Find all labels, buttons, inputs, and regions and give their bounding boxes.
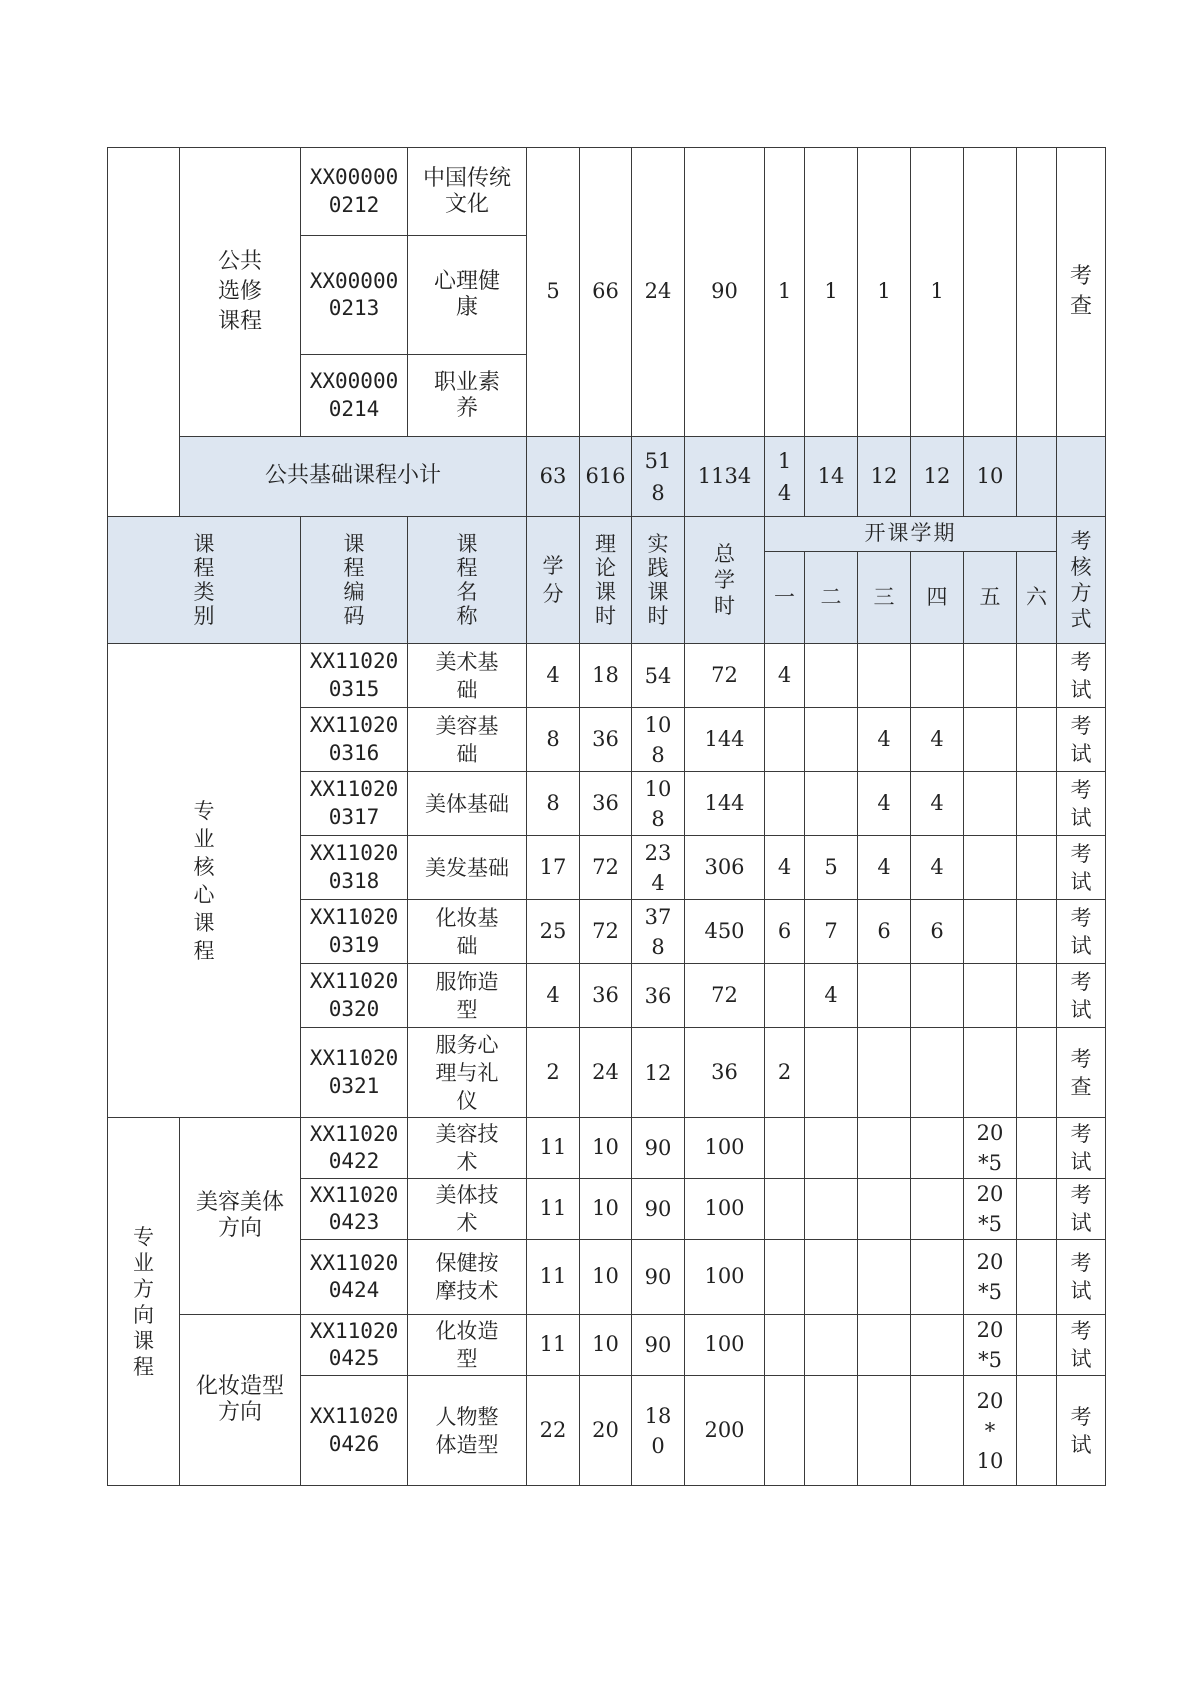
course-name: 美体技 术 xyxy=(408,1179,527,1240)
public-elective-exam: 考 查 xyxy=(1057,148,1106,437)
course-practice: 37 8 xyxy=(632,900,685,964)
public-subtotal-practice: 51 8 xyxy=(632,437,685,517)
course-practice: 90 xyxy=(632,1118,685,1179)
public-elective-s2: 1 xyxy=(805,148,858,437)
course-semester-2 xyxy=(805,644,858,708)
course-semester-1 xyxy=(765,708,805,772)
blank-category-cell xyxy=(108,148,180,517)
course-credit: 4 xyxy=(527,644,580,708)
course-semester-3 xyxy=(858,1376,911,1486)
course-semester-3 xyxy=(858,644,911,708)
table-row xyxy=(108,1118,1106,1179)
course-practice: 54 xyxy=(632,644,685,708)
course-semester-3: 4 xyxy=(858,772,911,836)
course-semester-3 xyxy=(858,1240,911,1315)
course-exam: 考 试 xyxy=(1057,1376,1106,1486)
course-theory: 36 xyxy=(580,772,632,836)
course-semester-2 xyxy=(805,1028,858,1118)
course-semester-3 xyxy=(858,1028,911,1118)
course-semester-5: 20 *5 xyxy=(964,1118,1017,1179)
course-credit: 2 xyxy=(527,1028,580,1118)
course-practice: 90 xyxy=(632,1240,685,1315)
public-elective-total: 90 xyxy=(685,148,765,437)
course-credit: 8 xyxy=(527,772,580,836)
course-name: 化妆基 础 xyxy=(408,900,527,964)
course-semester-1 xyxy=(765,1376,805,1486)
course-semester-4 xyxy=(911,644,964,708)
course-semester-5 xyxy=(964,772,1017,836)
public-elective-credit: 5 xyxy=(527,148,580,437)
course-exam: 考 试 xyxy=(1057,1118,1106,1179)
course-semester-2: 4 xyxy=(805,964,858,1028)
course-semester-1 xyxy=(765,1179,805,1240)
course-exam: 考 试 xyxy=(1057,772,1106,836)
course-credit: 11 xyxy=(527,1315,580,1376)
public-subtotal-s3: 12 xyxy=(858,437,911,517)
course-exam: 考 试 xyxy=(1057,1179,1106,1240)
course-semester-2 xyxy=(805,708,858,772)
header-semester-2: 二 xyxy=(805,552,858,644)
course-semester-1: 6 xyxy=(765,900,805,964)
course-semester-6 xyxy=(1017,1376,1057,1486)
course-theory: 20 xyxy=(580,1376,632,1486)
public-subtotal-credit: 63 xyxy=(527,437,580,517)
course-semester-6 xyxy=(1017,836,1057,900)
course-theory: 10 xyxy=(580,1240,632,1315)
header-theory: 理 论 课 时 xyxy=(580,517,632,644)
course-semester-4 xyxy=(911,1240,964,1315)
course-semester-6 xyxy=(1017,644,1057,708)
public-elective-practice: 24 xyxy=(632,148,685,437)
course-semester-6 xyxy=(1017,708,1057,772)
course-code: XX11020 0425 xyxy=(301,1315,408,1376)
course-semester-5 xyxy=(964,964,1017,1028)
public-elective-category: 公共 选修 课程 xyxy=(180,148,301,437)
course-theory: 36 xyxy=(580,964,632,1028)
course-semester-3: 4 xyxy=(858,708,911,772)
course-name: 服饰造 型 xyxy=(408,964,527,1028)
table-row xyxy=(108,517,1106,552)
core-category: 专 业 核 心 课 程 xyxy=(108,644,301,1118)
header-credit: 学 分 xyxy=(527,517,580,644)
course-code: XX00000 0213 xyxy=(301,236,408,355)
course-name: 人物整 体造型 xyxy=(408,1376,527,1486)
course-semester-1: 4 xyxy=(765,836,805,900)
public-subtotal-s4: 12 xyxy=(911,437,964,517)
course-practice: 23 4 xyxy=(632,836,685,900)
course-semester-1: 4 xyxy=(765,644,805,708)
curriculum-table xyxy=(107,147,1106,1486)
header-total: 总 学 时 xyxy=(685,517,765,644)
course-code: XX11020 0316 xyxy=(301,708,408,772)
course-practice: 18 0 xyxy=(632,1376,685,1486)
course-name: 美术基 础 xyxy=(408,644,527,708)
course-semester-3 xyxy=(858,1315,911,1376)
course-total: 36 xyxy=(685,1028,765,1118)
course-semester-5: 20 *5 xyxy=(964,1315,1017,1376)
public-subtotal-s2: 14 xyxy=(805,437,858,517)
course-name: 保健按 摩技术 xyxy=(408,1240,527,1315)
course-code: XX11020 0320 xyxy=(301,964,408,1028)
course-exam: 考 试 xyxy=(1057,708,1106,772)
course-theory: 10 xyxy=(580,1179,632,1240)
course-semester-4: 6 xyxy=(911,900,964,964)
direction-category: 专 业 方 向 课 程 xyxy=(108,1118,180,1486)
course-semester-5 xyxy=(964,644,1017,708)
direction-group-name: 化妆造型 方向 xyxy=(180,1315,301,1486)
table-row xyxy=(108,644,1106,708)
course-credit: 11 xyxy=(527,1179,580,1240)
public-elective-s1: 1 xyxy=(765,148,805,437)
table-row xyxy=(108,1315,1106,1376)
course-semester-5 xyxy=(964,708,1017,772)
public-subtotal-s6 xyxy=(1017,437,1057,517)
course-practice: 90 xyxy=(632,1179,685,1240)
course-total: 144 xyxy=(685,772,765,836)
course-code: XX11020 0424 xyxy=(301,1240,408,1315)
course-theory: 36 xyxy=(580,708,632,772)
course-exam: 考 查 xyxy=(1057,1028,1106,1118)
course-semester-1 xyxy=(765,1315,805,1376)
course-credit: 11 xyxy=(527,1240,580,1315)
public-elective-s3: 1 xyxy=(858,148,911,437)
course-total: 144 xyxy=(685,708,765,772)
header-code: 课 程 编 码 xyxy=(301,517,408,644)
course-semester-6 xyxy=(1017,900,1057,964)
course-name: 化妆造 型 xyxy=(408,1315,527,1376)
public-elective-theory: 66 xyxy=(580,148,632,437)
public-subtotal-theory: 616 xyxy=(580,437,632,517)
course-exam: 考 试 xyxy=(1057,900,1106,964)
course-total: 100 xyxy=(685,1315,765,1376)
header-name: 课 程 名 称 xyxy=(408,517,527,644)
course-semester-1 xyxy=(765,772,805,836)
course-semester-2 xyxy=(805,1376,858,1486)
course-semester-2 xyxy=(805,1179,858,1240)
course-semester-6 xyxy=(1017,772,1057,836)
public-subtotal-total: 1134 xyxy=(685,437,765,517)
course-total: 100 xyxy=(685,1179,765,1240)
course-practice: 36 xyxy=(632,964,685,1028)
course-name: 美容技 术 xyxy=(408,1118,527,1179)
course-semester-6 xyxy=(1017,1028,1057,1118)
header-semester-4: 四 xyxy=(911,552,964,644)
course-name: 中国传统 文化 xyxy=(408,148,527,236)
course-semester-4: 4 xyxy=(911,708,964,772)
public-elective-s5 xyxy=(964,148,1017,437)
header-semester-1: 一 xyxy=(765,552,805,644)
course-code: XX00000 0214 xyxy=(301,355,408,437)
course-semester-1: 2 xyxy=(765,1028,805,1118)
header-semester-3: 三 xyxy=(858,552,911,644)
course-semester-6 xyxy=(1017,1179,1057,1240)
course-semester-3: 4 xyxy=(858,836,911,900)
course-semester-3: 6 xyxy=(858,900,911,964)
public-subtotal-label: 公共基础课程小计 xyxy=(180,437,527,517)
course-semester-5 xyxy=(964,900,1017,964)
course-credit: 8 xyxy=(527,708,580,772)
public-elective-s4: 1 xyxy=(911,148,964,437)
direction-group-name: 美容美体 方向 xyxy=(180,1118,301,1315)
course-semester-4 xyxy=(911,1028,964,1118)
public-subtotal-s1: 1 4 xyxy=(765,437,805,517)
course-code: XX00000 0212 xyxy=(301,148,408,236)
course-total: 306 xyxy=(685,836,765,900)
course-practice: 10 8 xyxy=(632,708,685,772)
course-total: 100 xyxy=(685,1240,765,1315)
course-name: 服务心 理与礼 仪 xyxy=(408,1028,527,1118)
course-total: 100 xyxy=(685,1118,765,1179)
table-row xyxy=(108,437,1106,517)
course-total: 72 xyxy=(685,964,765,1028)
course-name: 美体基础 xyxy=(408,772,527,836)
header-semester-group: 开课学期 xyxy=(765,517,1057,552)
course-code: XX11020 0426 xyxy=(301,1376,408,1486)
table-body xyxy=(108,148,1106,1486)
course-semester-2: 7 xyxy=(805,900,858,964)
course-semester-1 xyxy=(765,1240,805,1315)
course-exam: 考 试 xyxy=(1057,644,1106,708)
course-name: 心理健 康 xyxy=(408,236,527,355)
course-exam: 考 试 xyxy=(1057,1240,1106,1315)
course-semester-2 xyxy=(805,1118,858,1179)
table-row xyxy=(108,148,1106,236)
course-practice: 10 8 xyxy=(632,772,685,836)
course-semester-4: 4 xyxy=(911,836,964,900)
course-semester-2 xyxy=(805,1315,858,1376)
course-code: XX11020 0422 xyxy=(301,1118,408,1179)
header-exam: 考 核 方 式 xyxy=(1057,517,1106,644)
course-exam: 考 试 xyxy=(1057,836,1106,900)
course-semester-1 xyxy=(765,964,805,1028)
course-theory: 10 xyxy=(580,1118,632,1179)
course-theory: 72 xyxy=(580,836,632,900)
course-semester-5 xyxy=(964,836,1017,900)
course-semester-4 xyxy=(911,1118,964,1179)
course-name: 美发基础 xyxy=(408,836,527,900)
course-theory: 10 xyxy=(580,1315,632,1376)
course-semester-4 xyxy=(911,1315,964,1376)
public-subtotal-exam xyxy=(1057,437,1106,517)
course-credit: 11 xyxy=(527,1118,580,1179)
course-semester-3 xyxy=(858,1179,911,1240)
header-practice: 实 践 课 时 xyxy=(632,517,685,644)
course-credit: 17 xyxy=(527,836,580,900)
course-code: XX11020 0423 xyxy=(301,1179,408,1240)
course-name: 美容基 础 xyxy=(408,708,527,772)
course-semester-2 xyxy=(805,772,858,836)
course-semester-6 xyxy=(1017,964,1057,1028)
course-theory: 72 xyxy=(580,900,632,964)
course-credit: 25 xyxy=(527,900,580,964)
course-semester-6 xyxy=(1017,1240,1057,1315)
course-semester-4 xyxy=(911,1179,964,1240)
header-semester-5: 五 xyxy=(964,552,1017,644)
public-subtotal-s5: 10 xyxy=(964,437,1017,517)
course-semester-6 xyxy=(1017,1315,1057,1376)
course-semester-4 xyxy=(911,1376,964,1486)
course-exam: 考 试 xyxy=(1057,1315,1106,1376)
course-semester-4 xyxy=(911,964,964,1028)
course-semester-5: 20 *5 xyxy=(964,1240,1017,1315)
course-semester-5: 20 * 10 xyxy=(964,1376,1017,1486)
course-semester-1 xyxy=(765,1118,805,1179)
course-credit: 22 xyxy=(527,1376,580,1486)
course-total: 72 xyxy=(685,644,765,708)
course-total: 450 xyxy=(685,900,765,964)
course-credit: 4 xyxy=(527,964,580,1028)
course-semester-4: 4 xyxy=(911,772,964,836)
course-name: 职业素 养 xyxy=(408,355,527,437)
course-semester-6 xyxy=(1017,1118,1057,1179)
course-semester-2 xyxy=(805,1240,858,1315)
course-code: XX11020 0317 xyxy=(301,772,408,836)
course-semester-5 xyxy=(964,1028,1017,1118)
public-elective-s6 xyxy=(1017,148,1057,437)
course-exam: 考 试 xyxy=(1057,964,1106,1028)
header-semester-6: 六 xyxy=(1017,552,1057,644)
course-semester-3 xyxy=(858,1118,911,1179)
course-code: XX11020 0319 xyxy=(301,900,408,964)
course-code: XX11020 0318 xyxy=(301,836,408,900)
course-practice: 90 xyxy=(632,1315,685,1376)
course-semester-3 xyxy=(858,964,911,1028)
header-category: 课 程 类 别 xyxy=(108,517,301,644)
course-practice: 12 xyxy=(632,1028,685,1118)
course-theory: 24 xyxy=(580,1028,632,1118)
course-code: XX11020 0321 xyxy=(301,1028,408,1118)
course-code: XX11020 0315 xyxy=(301,644,408,708)
course-theory: 18 xyxy=(580,644,632,708)
course-semester-5: 20 *5 xyxy=(964,1179,1017,1240)
course-total: 200 xyxy=(685,1376,765,1486)
course-semester-2: 5 xyxy=(805,836,858,900)
